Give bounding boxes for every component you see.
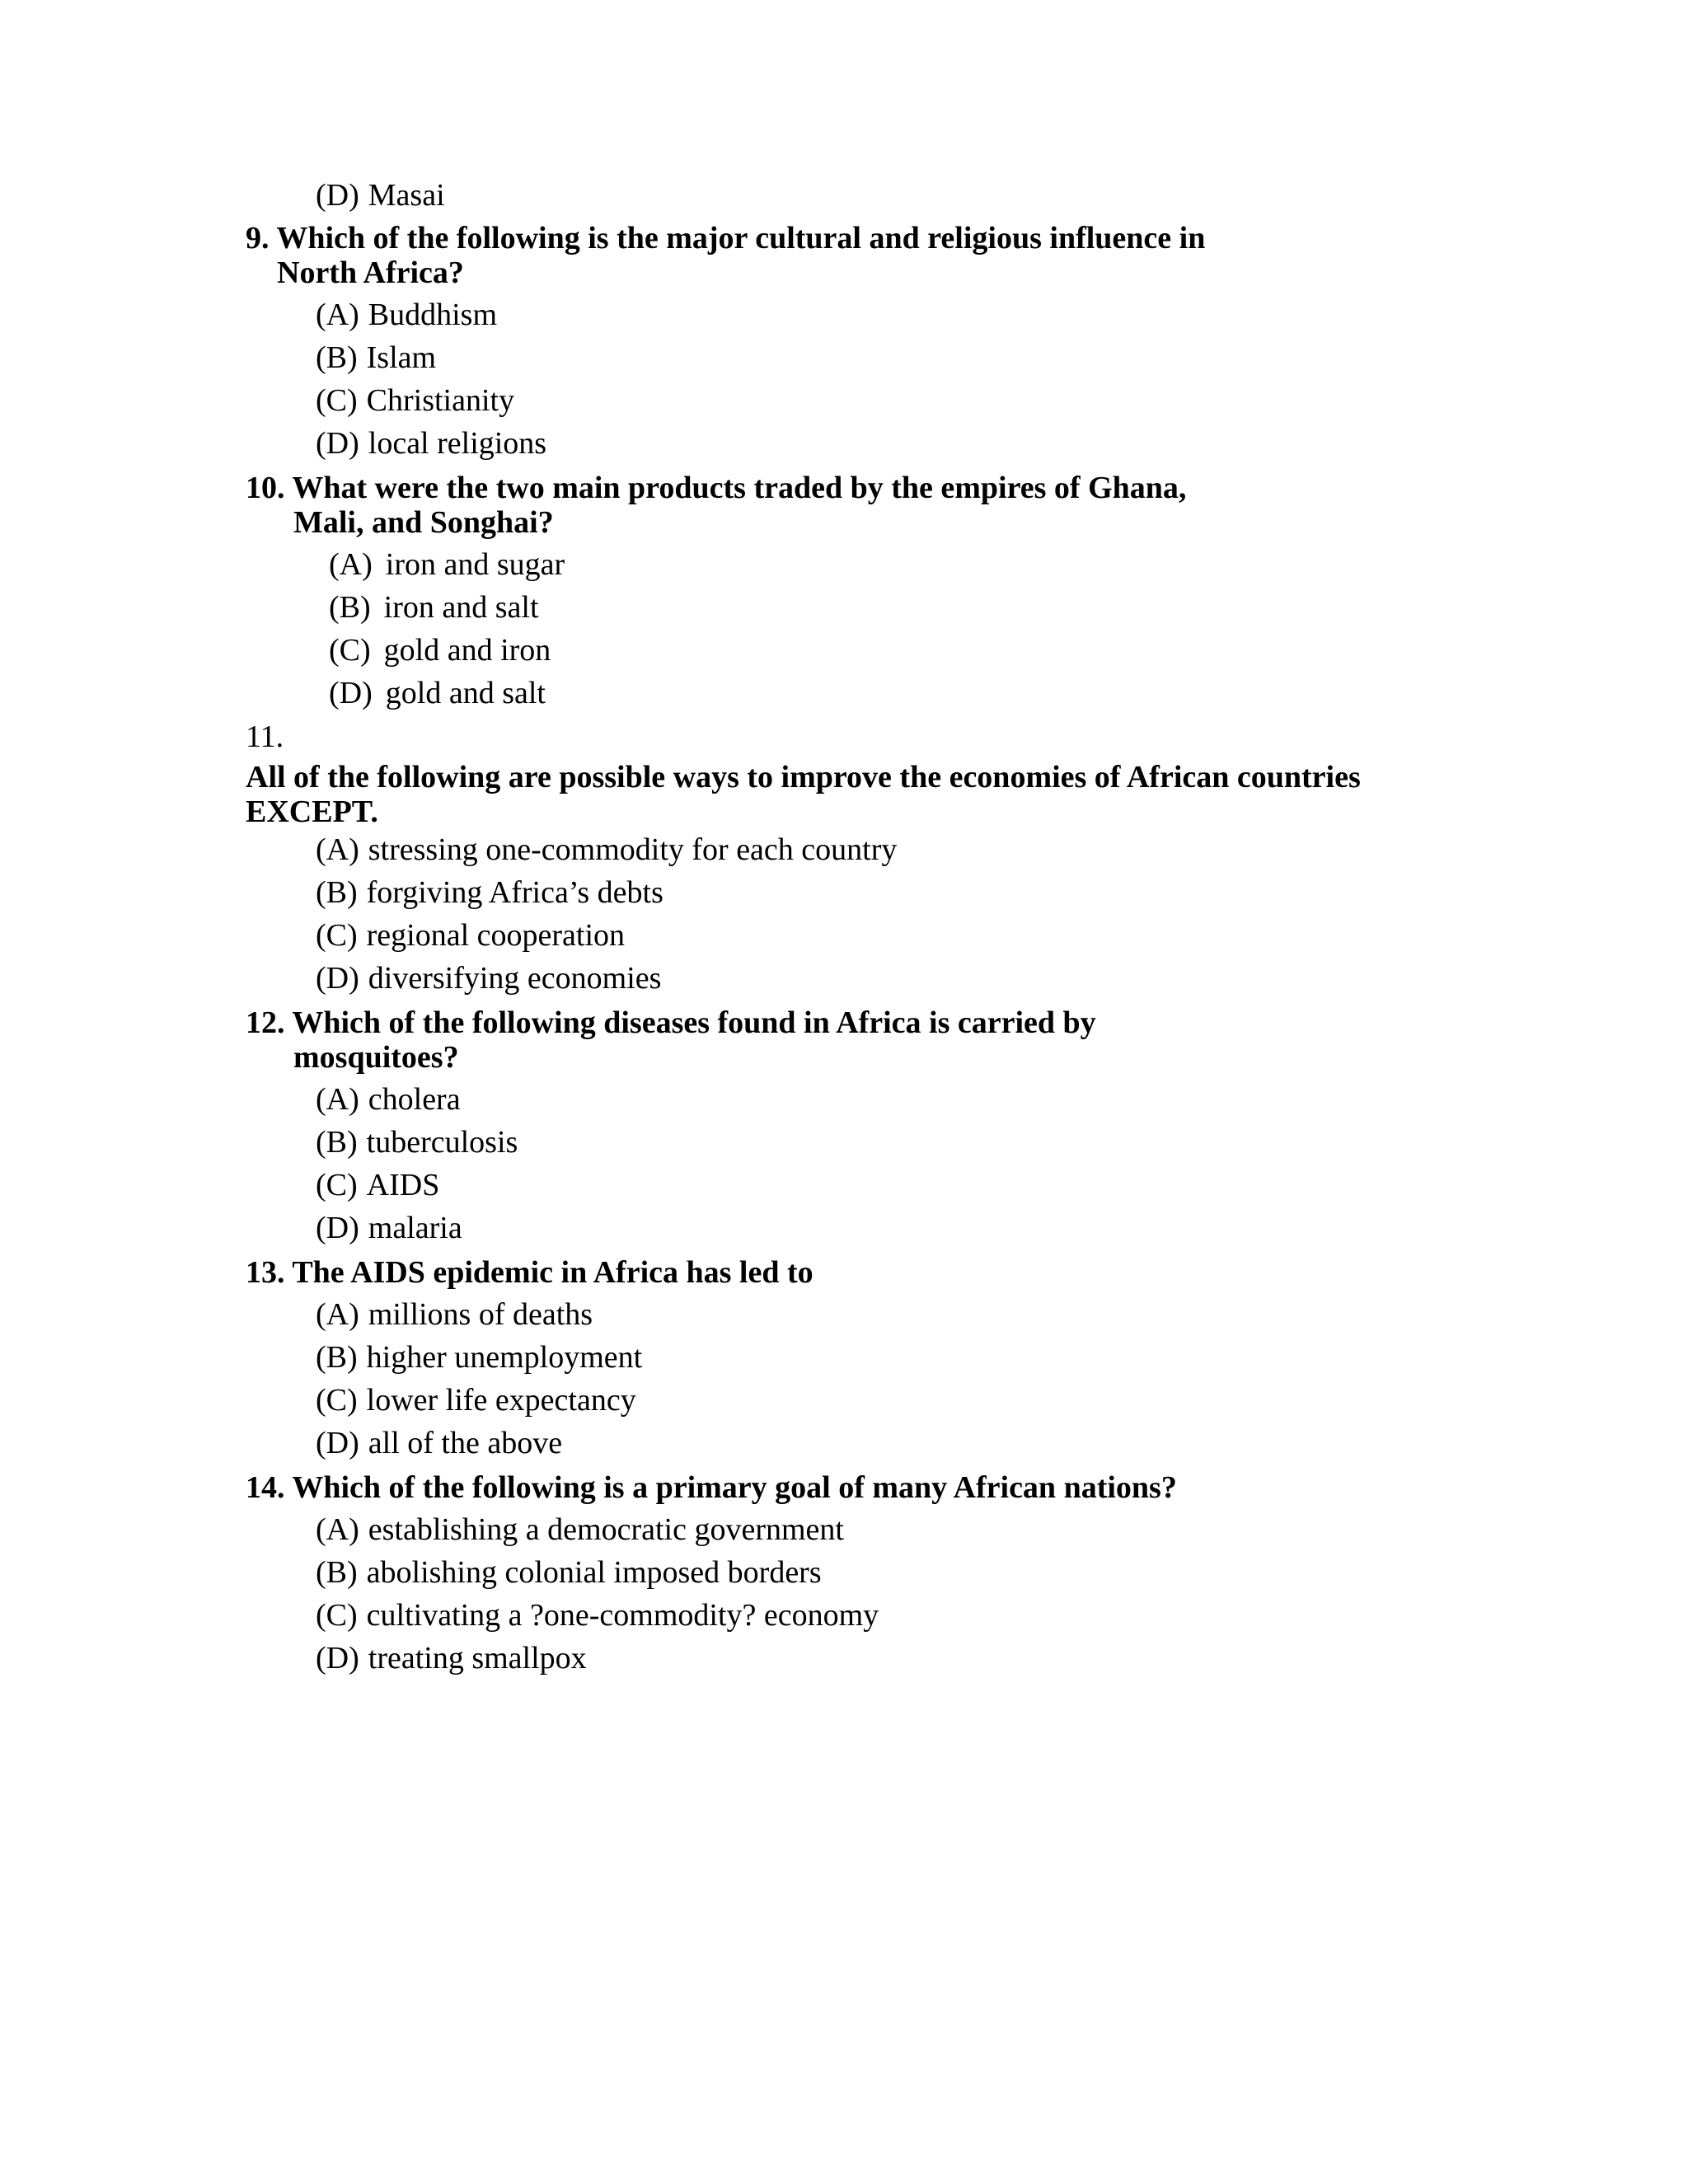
option-item <box>316 1557 822 1588</box>
option-letter: (B) <box>316 1125 358 1160</box>
option-text: treating smallpox <box>368 1641 587 1675</box>
option-letter: (D) <box>316 1426 359 1460</box>
option-text: establishing a democratic government <box>368 1512 844 1547</box>
option-text: gold and iron <box>383 633 551 668</box>
option-item <box>329 549 565 580</box>
option-item <box>316 180 445 211</box>
question-10-text: 10. What were the two main products traded by the empires of Ghana, <box>246 471 1187 505</box>
option-text: regional cooperation <box>366 918 626 953</box>
option-text: Masai <box>368 178 445 213</box>
option-text: abolishing colonial imposed borders <box>366 1555 822 1590</box>
question-10-text-cont: Mali, and Songhai? <box>293 505 554 540</box>
option-item <box>316 299 497 330</box>
option-item <box>316 963 661 994</box>
option-item <box>316 1342 642 1373</box>
option-text: cholera <box>368 1082 461 1117</box>
option-letter: (B) <box>316 1340 358 1375</box>
option-letter: (D) <box>316 178 359 213</box>
option-item <box>316 1169 439 1201</box>
option-letter: (A) <box>316 1512 359 1547</box>
option-item <box>316 1643 587 1674</box>
option-text: local religions <box>368 426 547 461</box>
option-letter: (A) <box>329 547 373 582</box>
option-item <box>316 1212 462 1244</box>
question-13-text: 13. The AIDS epidemic in Africa has led to <box>246 1255 814 1290</box>
option-text: cultivating a ?one-commodity? economy <box>366 1598 879 1633</box>
option-item <box>316 1084 461 1115</box>
question-14-text: 14. Which of the following is a primary goal of many African nations? <box>246 1470 1177 1505</box>
option-item <box>316 1600 879 1631</box>
option-letter: (C) <box>316 1598 358 1633</box>
question-9-text: 9. Which of the following is the major cultural and religious influence in <box>246 221 1206 255</box>
option-letter: (A) <box>316 1082 359 1117</box>
option-text: millions of deaths <box>368 1297 593 1332</box>
option-text: tuberculosis <box>366 1125 518 1160</box>
option-letter: (C) <box>329 633 371 668</box>
option-item <box>329 635 551 666</box>
option-text: iron and sugar <box>385 547 565 582</box>
option-letter: (C) <box>316 918 358 953</box>
option-letter: (A) <box>316 1297 359 1332</box>
option-item <box>316 1127 518 1158</box>
option-text: Christianity <box>366 383 515 418</box>
option-text: iron and salt <box>383 590 539 625</box>
option-letter: (A) <box>316 298 359 332</box>
option-text: malaria <box>368 1211 462 1245</box>
option-item <box>316 342 436 373</box>
option-letter: (A) <box>316 832 359 867</box>
option-letter: (D) <box>316 1641 359 1675</box>
question-11-number: 11. <box>246 719 284 754</box>
option-item <box>316 920 625 951</box>
option-item <box>316 877 663 908</box>
option-letter: (B) <box>316 875 358 910</box>
option-item <box>316 834 897 865</box>
question-9-text-cont: North Africa? <box>277 255 464 290</box>
question-12-text: 12. Which of the following diseases found in Africa is carried by <box>246 1005 1096 1040</box>
option-letter: (D) <box>316 426 359 461</box>
option-text: all of the above <box>368 1426 563 1460</box>
option-item <box>316 385 514 416</box>
option-letter: (D) <box>316 961 359 996</box>
option-text: AIDS <box>366 1168 440 1202</box>
option-item <box>316 1299 593 1330</box>
option-letter: (C) <box>316 1383 358 1418</box>
option-item <box>316 1427 562 1459</box>
option-letter: (B) <box>329 590 371 625</box>
option-item <box>316 428 546 459</box>
option-letter: (B) <box>316 340 358 375</box>
option-letter: (D) <box>316 1211 359 1245</box>
option-text: lower life expectancy <box>366 1383 636 1418</box>
question-12-text-cont: mosquitoes? <box>293 1040 459 1075</box>
option-letter: (D) <box>329 676 373 710</box>
option-letter: (C) <box>316 383 358 418</box>
option-item <box>329 677 546 709</box>
option-letter: (B) <box>316 1555 358 1590</box>
option-text: higher unemployment <box>366 1340 643 1375</box>
option-letter: (C) <box>316 1168 358 1202</box>
option-text: stressing one-commodity for each country <box>368 832 898 867</box>
option-text: forgiving Africa’s debts <box>366 875 663 910</box>
option-text: Buddhism <box>368 298 498 332</box>
option-text: Islam <box>366 340 437 375</box>
question-11-text: All of the following are possible ways to improve the economies of African countries <box>246 760 1361 794</box>
option-item <box>329 592 539 623</box>
option-item <box>316 1385 636 1416</box>
option-item <box>316 1514 844 1545</box>
option-text: gold and salt <box>385 676 546 710</box>
option-text: diversifying economies <box>368 961 662 996</box>
question-11-text-cont: EXCEPT. <box>246 794 378 829</box>
